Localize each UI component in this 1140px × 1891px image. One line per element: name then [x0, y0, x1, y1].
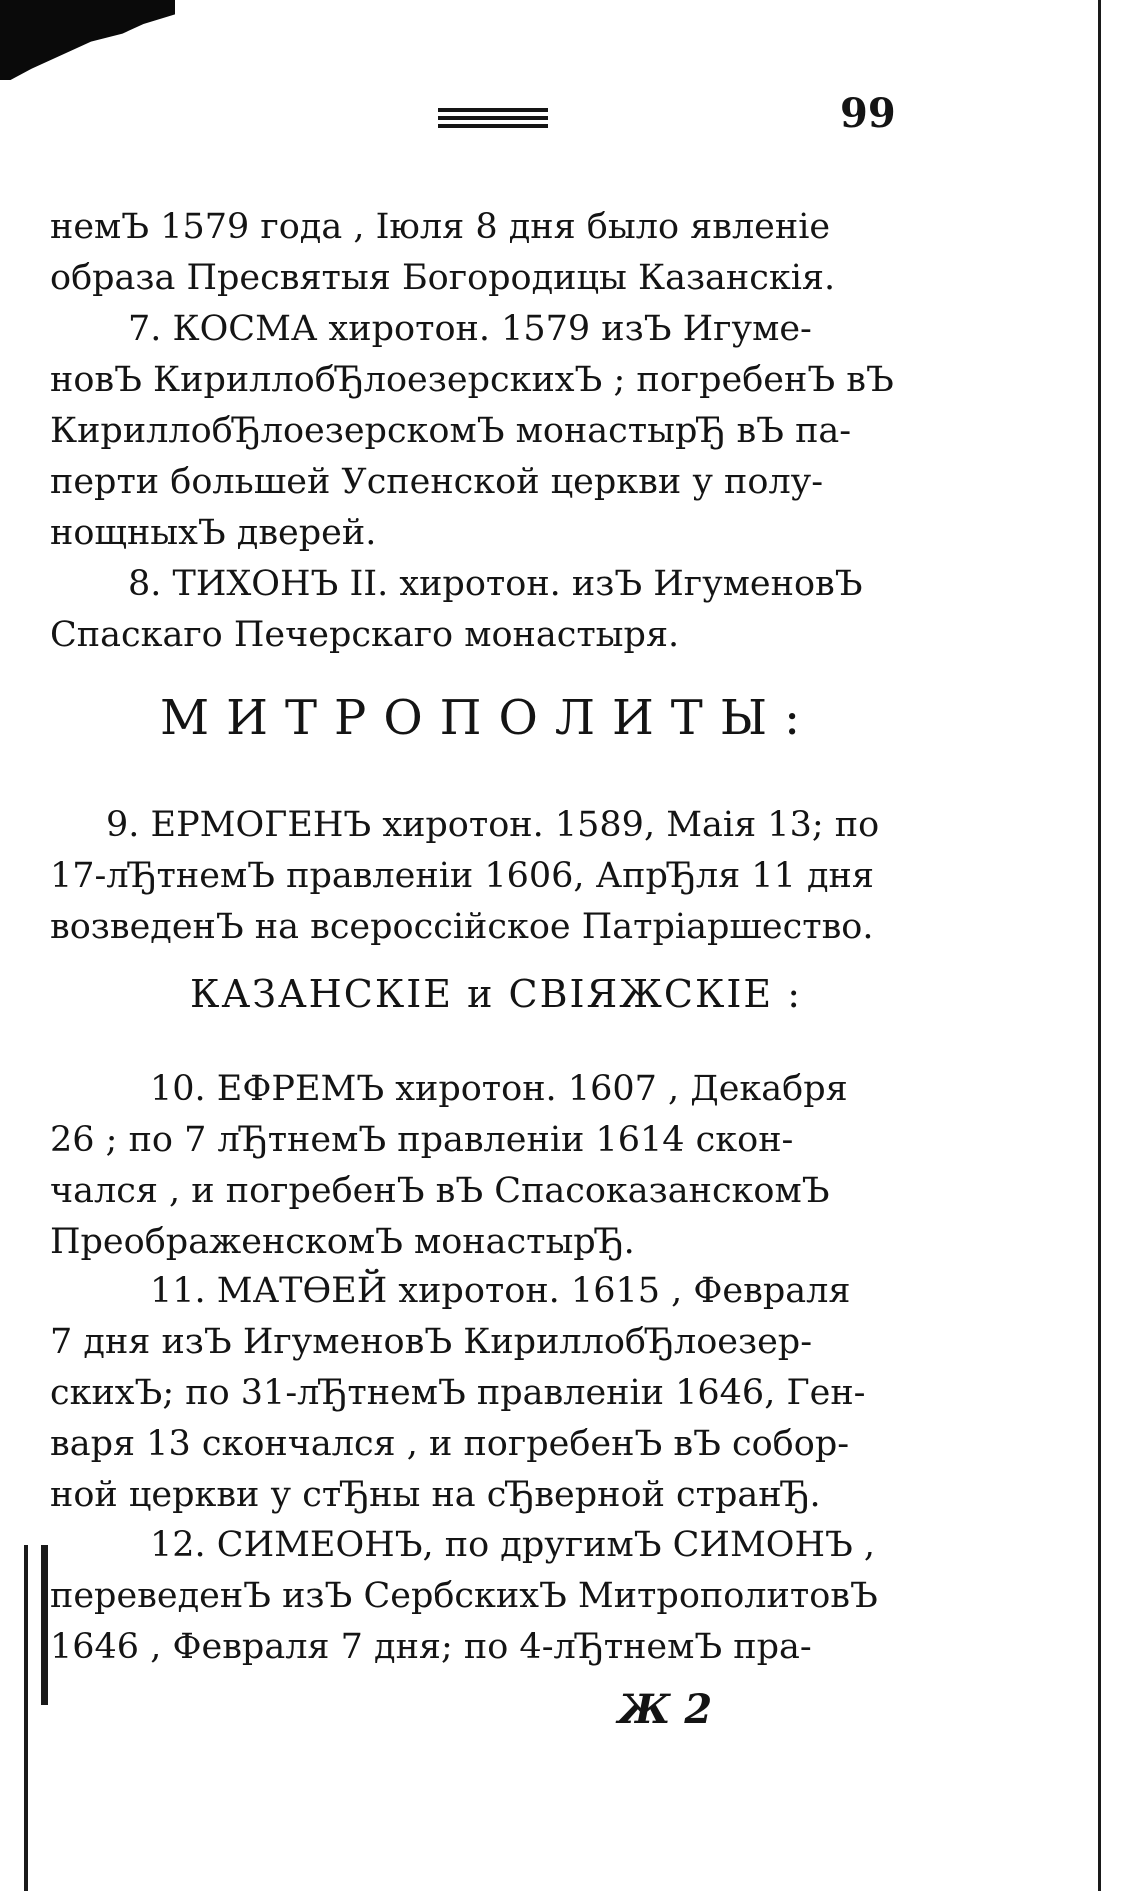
text-line: ной церкви у стЂны на сЂверной странЂ. — [50, 1475, 821, 1515]
entry-10 — [50, 1064, 930, 1268]
text-line: 26 ; по 7 лЂтнемЪ правленіи 1614 скон- — [50, 1120, 794, 1160]
text-line: варя 13 скончался , и погребенЪ вЪ собор- — [50, 1424, 850, 1464]
entry-9 — [50, 800, 930, 953]
page-number: 99 — [840, 90, 896, 137]
text-line: новЪ КириллобЂлоезерскихЪ ; погребенЪ вЪ — [50, 360, 894, 400]
header-ornament-rule — [438, 108, 548, 128]
text-line: образа Пресвятыя Богородицы Казанскія. — [50, 258, 836, 298]
entry-8 — [50, 559, 930, 661]
text-line: перти большей Успенской церкви у полу- — [50, 462, 824, 502]
text-line: переведенЪ изЪ СербскихЪ МитрополитовЪ — [50, 1576, 878, 1616]
text-line: 12. СИМЕОНЪ, по другимЪ СИМОНЪ , — [150, 1525, 876, 1565]
binding-edge-line — [24, 1545, 28, 1891]
text-line: ПреображенскомЪ монастырЂ. — [50, 1222, 635, 1262]
text-line: 8. ТИХОНЪ II. хиротон. изЪ ИгуменовЪ — [128, 564, 863, 604]
entry-7 — [50, 304, 930, 559]
text-line: 11. МАТѲЕЙ хиротон. 1615 , Февраля — [150, 1271, 851, 1311]
text-line: 9. ЕРМОГЕНЪ хиротон. 1589, Маія 13; по — [106, 805, 880, 845]
text-line: КириллобЂлоезерскомЪ монастырЂ вЪ па- — [50, 411, 852, 451]
text-line: 10. ЕФРЕМЪ хиротон. 1607 , Декабря — [150, 1069, 848, 1109]
text-line: 7. КОСМА хиротон. 1579 изЪ Игуме- — [128, 309, 812, 349]
section-heading-kazan-sviyazhsk: КАЗАНСКІЕ и СВІЯЖСКІЕ : — [190, 972, 803, 1016]
text-line: 1646 , Февраля 7 дня; по 4-лЂтнемЪ пра- — [50, 1627, 812, 1667]
paragraph-intro — [50, 202, 930, 304]
entry-12 — [50, 1520, 930, 1673]
text-line: Спаскаго Печерскаго монастыря. — [50, 615, 680, 655]
text-line: нощныхЪ дверей. — [50, 513, 377, 553]
scan-corner-smudge — [0, 0, 175, 80]
section-heading-metropolitans: МИТРОПОЛИТЫ: — [160, 690, 818, 746]
printer-signature-mark: Ж 2 — [618, 1686, 713, 1733]
text-line: скихЪ; по 31-лЂтнемЪ правленіи 1646, Ген- — [50, 1373, 866, 1413]
binding-mark — [41, 1545, 48, 1705]
text-line: немЪ 1579 года , Іюля 8 дня было явленіе — [50, 207, 831, 247]
text-line: чался , и погребенЪ вЪ СпасоказанскомЪ — [50, 1171, 830, 1211]
text-line: 7 дня изЪ ИгуменовЪ КириллобЂлоезер- — [50, 1322, 813, 1362]
text-line: возведенЪ на всероссійское Патріаршество. — [50, 907, 874, 947]
page-edge-line — [1098, 0, 1101, 1891]
text-line: 17-лЂтнемЪ правленіи 1606, АпрЂля 11 дня — [50, 856, 874, 896]
entry-11 — [50, 1266, 930, 1521]
